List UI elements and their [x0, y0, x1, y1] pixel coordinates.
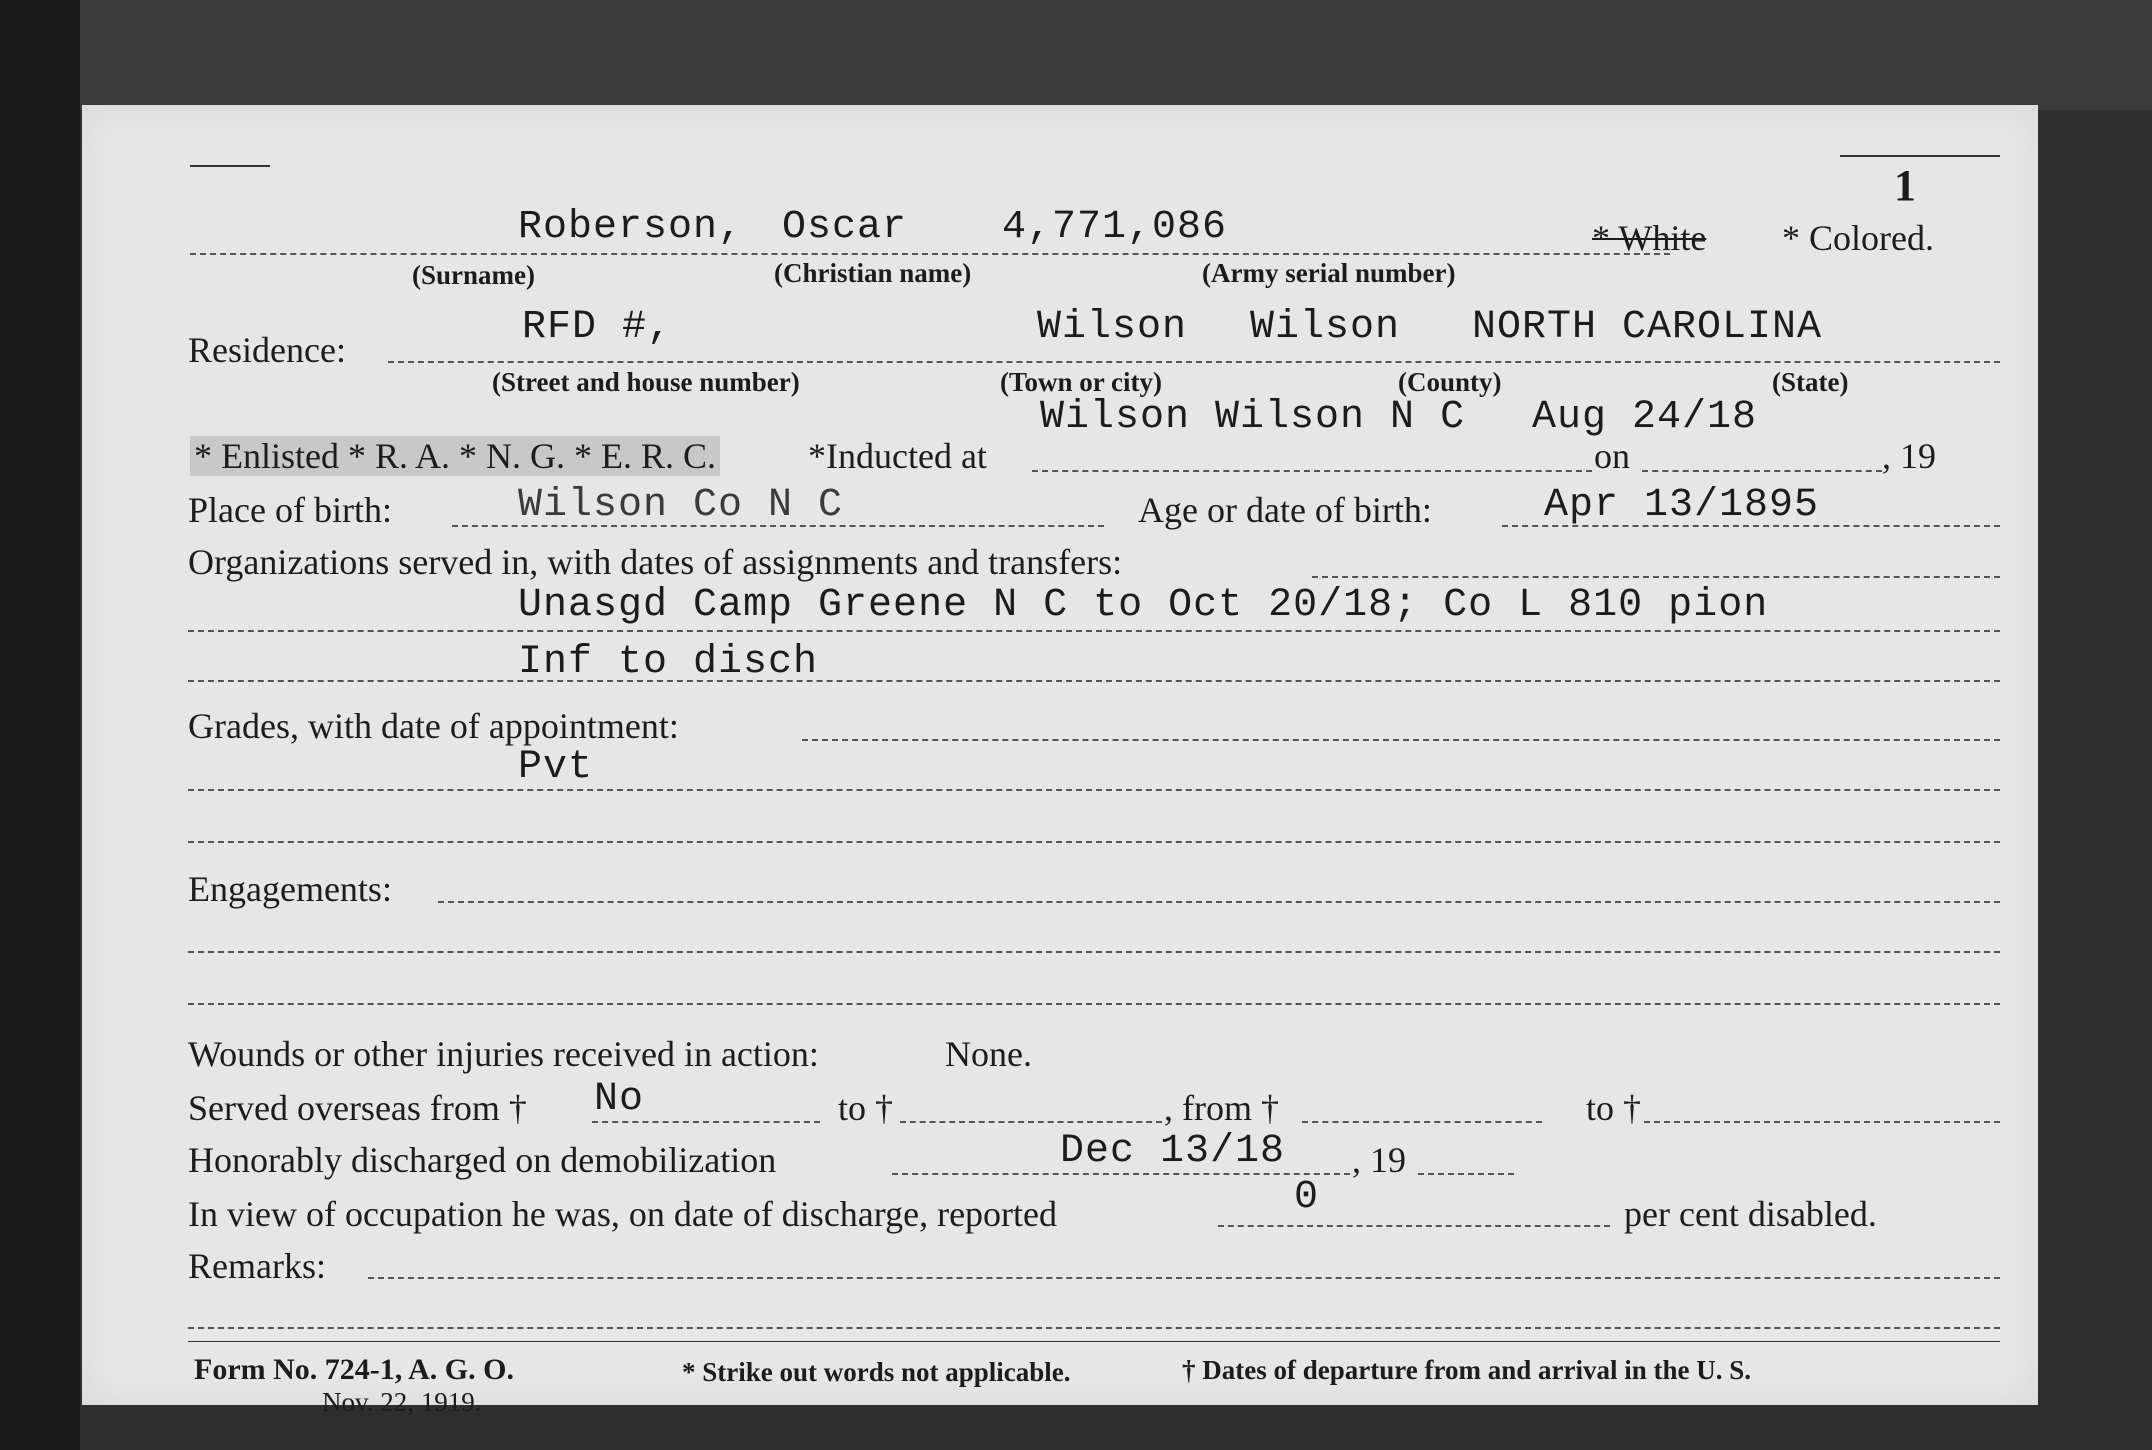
- disability-label: In view of occupation he was, on date of discharge, reported: [188, 1194, 1058, 1234]
- name-line: [190, 253, 1670, 255]
- overseas-to-line: [900, 1121, 1162, 1123]
- serial-number-value: 4,771,086: [1002, 205, 1228, 250]
- grades-line-0: [802, 739, 2000, 741]
- organizations-line-1: [188, 630, 2000, 632]
- engagements-label: Engagements:: [188, 869, 392, 909]
- discharge-label: Honorably discharged on demobilization: [188, 1140, 777, 1180]
- grades-value: Pvt: [518, 745, 594, 790]
- service-record-card: [82, 105, 2038, 1417]
- disability-suffix: per cent disabled.: [1624, 1194, 1877, 1234]
- footnote-dates: † Dates of departure from and arrival in the U. S.: [1182, 1355, 1751, 1385]
- christian-name-value: Oscar: [782, 205, 908, 250]
- residence-street-value: RFD #,: [522, 305, 673, 350]
- overseas-to2-line: [1644, 1121, 2000, 1123]
- date-of-birth-label: Age or date of birth:: [1138, 490, 1432, 530]
- organizations-line-0: [1312, 576, 2000, 578]
- engagements-line-1: [188, 951, 2000, 953]
- induction-place-value: Wilson Wilson N C: [1040, 395, 1466, 440]
- grades-line-2: [188, 841, 2000, 843]
- overseas-from2-label: , from †: [1164, 1088, 1279, 1128]
- form-number: Form No. 724-1, A. G. O.: [194, 1353, 514, 1386]
- caption-town: (Town or city): [1000, 367, 1162, 397]
- overseas-to-label: to †: [838, 1088, 894, 1128]
- date-of-birth-value: Apr 13/1895: [1544, 483, 1820, 528]
- form-date: Nov. 22, 1919.: [322, 1387, 482, 1417]
- served-overseas-value: No: [594, 1077, 645, 1122]
- served-overseas-label: Served overseas from †: [188, 1088, 527, 1128]
- overseas-from-line: [592, 1121, 820, 1123]
- engagements-line-2: [188, 1003, 2000, 1005]
- remarks-line-1: [188, 1327, 2000, 1329]
- place-of-birth-line: [452, 525, 1104, 527]
- residence-county-value: Wilson: [1250, 305, 1401, 350]
- race-colored-option: * Colored.: [1782, 218, 1934, 258]
- organizations-line-2-value: Inf to disch: [518, 640, 819, 685]
- residence-town-value: Wilson: [1037, 305, 1188, 350]
- race-white-option: * White: [1592, 218, 1707, 258]
- date-of-birth-line: [1502, 525, 2000, 527]
- caption-county: (County): [1398, 367, 1502, 397]
- residence-line: [388, 361, 2000, 363]
- place-of-birth-label: Place of birth:: [188, 490, 392, 530]
- inducted-at-line: [1032, 470, 1592, 472]
- grades-line-1: [188, 789, 2000, 791]
- discharge-date-value: Dec 13/18: [1060, 1129, 1286, 1174]
- inducted-on-label: on: [1594, 436, 1630, 476]
- top-right-rule: [1840, 155, 2000, 157]
- disability-line: [1218, 1225, 1610, 1227]
- induction-date-value: Aug 24/18: [1532, 395, 1758, 440]
- caption-surname: (Surname): [412, 260, 535, 290]
- discharge-year-label: , 19: [1352, 1140, 1406, 1180]
- organizations-line-1-value: Unasgd Camp Greene N C to Oct 20/18; Co L 810 pion: [518, 583, 1769, 628]
- wounds-value: None.: [945, 1034, 1032, 1074]
- place-of-birth-value: Wilson Co N C: [518, 483, 844, 528]
- residence-label: Residence:: [188, 330, 346, 370]
- surname-value: Roberson,: [518, 205, 744, 250]
- inducted-at-label: *Inducted at: [808, 436, 987, 476]
- remarks-label: Remarks:: [188, 1246, 326, 1286]
- caption-christian-name: (Christian name): [774, 258, 972, 288]
- discharge-line: [892, 1173, 1350, 1175]
- top-left-rule: [190, 165, 270, 167]
- organizations-line-2: [188, 680, 2000, 682]
- grades-label: Grades, with date of appointment:: [188, 706, 679, 746]
- engagements-line-0: [438, 901, 2000, 903]
- inducted-on-line: [1642, 470, 1882, 472]
- inducted-year-label: , 19: [1882, 436, 1936, 476]
- enlistment-type-options: * Enlisted * R. A. * N. G. * E. R. C.: [190, 435, 720, 477]
- footnote-strike-out: * Strike out words not applicable.: [682, 1357, 1071, 1387]
- disability-value: 0: [1294, 1175, 1320, 1220]
- residence-state-value: NORTH CAROLINA: [1472, 305, 1823, 350]
- overseas-from2-line: [1302, 1121, 1542, 1123]
- caption-street: (Street and house number): [492, 367, 800, 397]
- wounds-label: Wounds or other injuries received in action:: [188, 1034, 819, 1074]
- footer-rule: [188, 1341, 2000, 1342]
- caption-state: (State): [1772, 367, 1849, 397]
- overseas-to2-label: to †: [1586, 1088, 1642, 1128]
- discharge-year-line: [1418, 1173, 1514, 1175]
- caption-serial: (Army serial number): [1202, 258, 1456, 288]
- card-number: 1: [1894, 161, 1916, 210]
- remarks-line-0: [368, 1277, 2000, 1279]
- organizations-label: Organizations served in, with dates of assignments and transfers:: [188, 542, 1123, 582]
